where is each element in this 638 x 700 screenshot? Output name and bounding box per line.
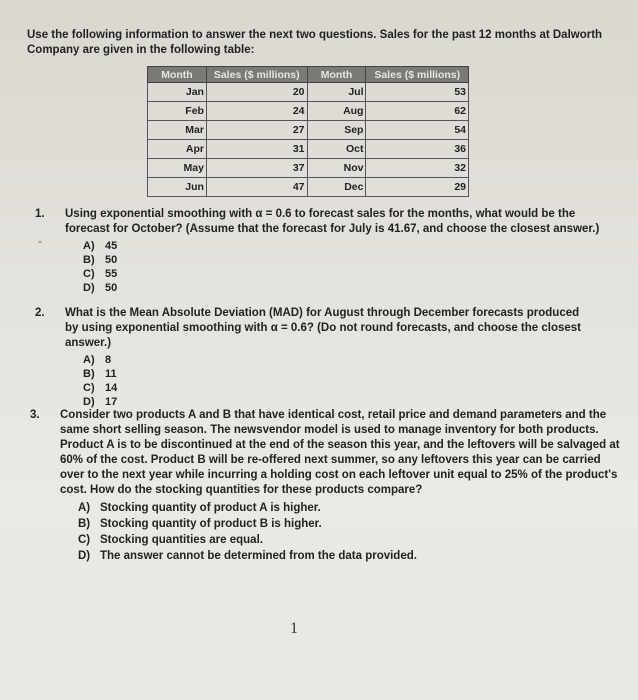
header-month-1: Month: [148, 67, 207, 83]
table-header-row: [148, 67, 469, 83]
answer-option: [83, 267, 610, 281]
answer-option: [78, 548, 620, 564]
option-text: Stocking quantity of product B is higher.: [100, 518, 322, 530]
answer-option: [83, 239, 610, 253]
header-sales-2: Sales ($ millions): [366, 67, 469, 83]
sales-cell: 29: [366, 178, 469, 197]
sales-cell: 47: [206, 178, 307, 197]
option-label: C): [78, 534, 91, 546]
sales-cell: 62: [366, 102, 469, 121]
answer-options: [78, 500, 620, 564]
month-cell: May: [148, 159, 207, 178]
option-text: 8: [105, 354, 112, 366]
question-number: 1.: [35, 208, 45, 220]
page-number: 1: [290, 620, 298, 637]
month-cell: Jan: [148, 83, 207, 102]
sales-cell: 24: [206, 102, 307, 121]
table-row: [148, 140, 469, 159]
table-row: [148, 178, 469, 197]
option-label: C): [83, 382, 95, 394]
month-cell: Apr: [148, 140, 207, 159]
option-text: The answer cannot be determined from the data provided.: [100, 550, 417, 562]
option-text: 45: [105, 240, 118, 252]
answer-option: [83, 381, 595, 395]
option-label: B): [83, 368, 95, 380]
option-text: Stocking quantities are equal.: [100, 534, 263, 546]
table-row: [148, 102, 469, 121]
option-label: B): [78, 518, 91, 530]
month-cell: Oct: [307, 140, 366, 159]
month-cell: Mar: [148, 121, 207, 140]
question-text: Using exponential smoothing with α = 0.6 to forecast sales for the months, what would be the forecast for October? (Assume that the forecast for July is 41.67, and choose the closest answer.): [65, 208, 600, 235]
answer-option: [83, 281, 610, 295]
option-label: A): [83, 354, 95, 366]
sales-cell: 27: [206, 121, 307, 140]
question-text: Consider two products A and B that have identical cost, retail price and demand parameters and the same short selling season. The newsvendor model is used to manage inventory for both products. Product A is to be discontinued at the end of the season this year, and the leftovers will be salvaged at 60% of the cost. Product B will be re-offered next summer, so any leftovers this year can be carried over to the next year while incurring a holding cost on each leftover unit equal to 25% of the product's cost. How do the stocking quantities for these products compare?: [60, 409, 620, 496]
sales-table: [147, 66, 469, 197]
sales-cell: 31: [206, 140, 307, 159]
option-text: 11: [105, 368, 117, 380]
answer-option: [83, 367, 595, 381]
month-cell: Jul: [307, 83, 366, 102]
month-cell: Aug: [307, 102, 366, 121]
question-number: 2.: [35, 307, 45, 319]
option-label: D): [78, 550, 91, 562]
question-text: What is the Mean Absolute Deviation (MAD) for August through December forecasts produced by using exponential smoothing with α = 0.6? (Do not round forecasts, and choose the closest answer.): [65, 307, 582, 349]
option-text: 50: [105, 254, 118, 266]
table-row: [148, 159, 469, 178]
question-number: 3.: [30, 409, 40, 421]
answer-options: [83, 239, 610, 295]
option-text: 17: [105, 396, 118, 408]
option-label: D): [83, 282, 95, 294]
question-3: [30, 408, 620, 564]
sales-cell: 32: [366, 159, 469, 178]
answer-option: [83, 253, 610, 267]
answer-option: [78, 500, 620, 516]
pen-mark: -: [38, 234, 42, 248]
option-label: D): [83, 396, 95, 408]
sales-cell: 36: [366, 140, 469, 159]
option-label: A): [83, 240, 95, 252]
sales-cell: 53: [366, 83, 469, 102]
answer-option: [83, 395, 595, 409]
answer-option: [83, 353, 595, 367]
month-cell: Sep: [307, 121, 366, 140]
option-text: 55: [105, 268, 118, 280]
header-month-2: Month: [307, 67, 366, 83]
answer-option: [78, 532, 620, 548]
option-label: C): [83, 268, 95, 280]
table-row: [148, 83, 469, 102]
month-cell: Nov: [307, 159, 366, 178]
month-cell: Jun: [148, 178, 207, 197]
sales-cell: 54: [366, 121, 469, 140]
month-cell: Feb: [148, 102, 207, 121]
question-1: [35, 207, 610, 295]
intro-text: Use the following information to answer the next two questions. Sales for the past 12 months at Dalworth Company are given in the following table:: [27, 29, 603, 56]
month-cell: Dec: [307, 178, 366, 197]
table-row: [148, 121, 469, 140]
sales-cell: 20: [206, 83, 307, 102]
answer-option: [78, 516, 620, 532]
option-label: A): [78, 502, 91, 514]
sales-cell: 37: [206, 159, 307, 178]
question-2: [35, 306, 595, 409]
answer-options: [83, 353, 595, 409]
header-sales-1: Sales ($ millions): [206, 67, 307, 83]
option-text: Stocking quantity of product A is higher.: [100, 502, 321, 514]
option-text: 14: [105, 382, 118, 394]
option-label: B): [83, 254, 95, 266]
option-text: 50: [105, 282, 118, 294]
